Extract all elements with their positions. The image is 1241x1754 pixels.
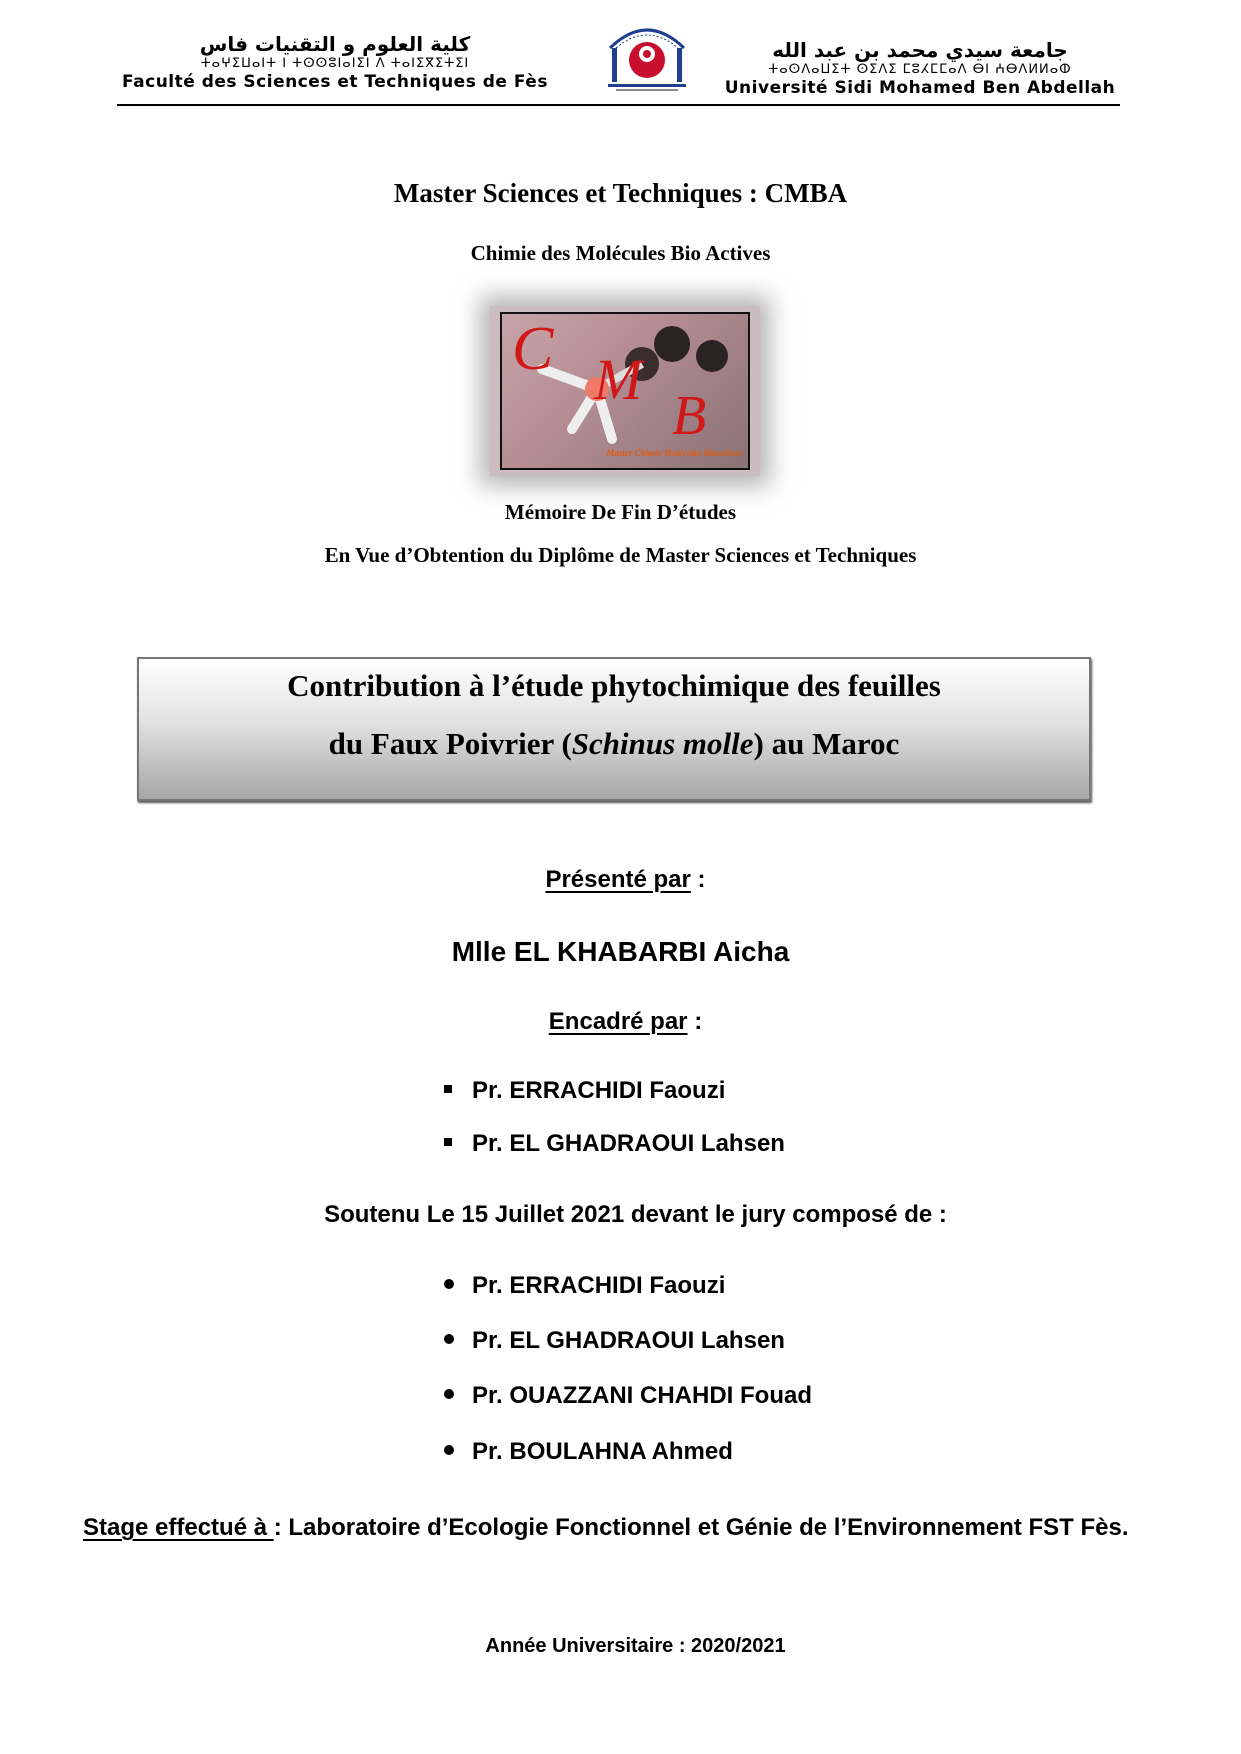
university-header (720, 38, 1120, 98)
species-name: Schinus molle (571, 726, 754, 761)
supervised-by-colon: : (687, 1008, 703, 1035)
logo-letter-m: M (594, 347, 643, 412)
thesis-title-line-1: Contribution à l’étude phytochimique des feuilles (287, 668, 941, 703)
internship-line (83, 1514, 1129, 1542)
faculty-name-latin: Faculté des Sciences et Techniques de Fès (122, 72, 548, 92)
memoire-line-1: Mémoire De Fin D’études (504, 500, 737, 524)
bullet-icon (444, 1445, 454, 1455)
jury-member: Pr. BOULAHNA Ahmed (444, 1438, 733, 1466)
university-emblem-icon (602, 18, 692, 94)
program-subtitle: Chimie des Molécules Bio Actives (470, 241, 771, 265)
faculty-name-tifinagh: ⵜⴰⵖⵉⵡⴰⵏⵜ ⵏ ⵜⵙⵙⵓⵏⴰⵏⵉⵏ ⴷ ⵜⴰⵏⵉⴳⵉⵜⵉⵏ (200, 56, 470, 71)
student-name: Mlle EL KHABARBI Aicha (451, 936, 790, 967)
faculty-header (100, 32, 570, 92)
university-name-arabic: جامعة سيدي محمد بن عبد الله (772, 38, 1068, 62)
header-divider (117, 104, 1120, 106)
logo-caption: Master Chimie Molécules Bioactives (606, 448, 742, 458)
cmb-logo (490, 306, 760, 476)
thesis-title-line-2 (139, 726, 1089, 762)
square-bullet-icon (444, 1138, 452, 1146)
internship-location: : Laboratoire d’Ecologie Fonctionnel et Génie de l’Environnement FST Fès. (273, 1514, 1129, 1541)
jury-member: Pr. ERRACHIDI Faouzi (444, 1272, 725, 1300)
program-title: Master Sciences et Techniques : CMBA (393, 178, 848, 208)
presented-by-colon: : (690, 866, 706, 893)
jury-member: Pr. OUAZZANI CHAHDI Fouad (444, 1382, 812, 1410)
thesis-title-suffix: ) au Maroc (753, 726, 900, 761)
cmb-logo-image (500, 312, 750, 470)
memoire-line-2: En Vue d’Obtention du Diplôme de Master Sciences et Techniques (324, 543, 917, 567)
logo-letter-b: B (672, 385, 707, 447)
university-name-latin: Université Sidi Mohamed Ben Abdellah (724, 78, 1116, 98)
bullet-icon (444, 1389, 454, 1399)
supervisor-item: Pr. ERRACHIDI Faouzi (444, 1077, 725, 1105)
bullet-icon (444, 1334, 454, 1344)
faculty-name-arabic: كلية العلوم و التقنيات فاس (199, 32, 471, 56)
jury-intro: Soutenu Le 15 Juillet 2021 devant le jury composé de : (324, 1201, 947, 1228)
logo-letter-c: C (512, 315, 554, 383)
presented-by-heading (0, 866, 1241, 894)
thesis-title-prefix: du Faux Poivrier ( (328, 726, 572, 761)
bullet-icon (444, 1279, 454, 1289)
internship-label: Stage effectué à (83, 1514, 274, 1541)
supervised-by-label: Encadré par (548, 1008, 688, 1035)
thesis-title-box (137, 657, 1091, 801)
supervised-by-heading (0, 1008, 1241, 1036)
supervisor-item: Pr. EL GHADRAOUI Lahsen (444, 1130, 785, 1158)
presented-by-label: Présenté par (545, 866, 691, 893)
university-name-tifinagh: ⵜⴰⵙⴷⴰⵡⵉⵜ ⵙⵉⴷⵉ ⵎⵓⵃⵎⵎⴰⴷ ⴱⵏ ⵄⴱⴷⵍⵍⴰⵀ (768, 62, 1072, 77)
square-bullet-icon (444, 1085, 452, 1093)
jury-member: Pr. EL GHADRAOUI Lahsen (444, 1327, 785, 1355)
academic-year: Année Universitaire : 2020/2021 (485, 1635, 786, 1657)
